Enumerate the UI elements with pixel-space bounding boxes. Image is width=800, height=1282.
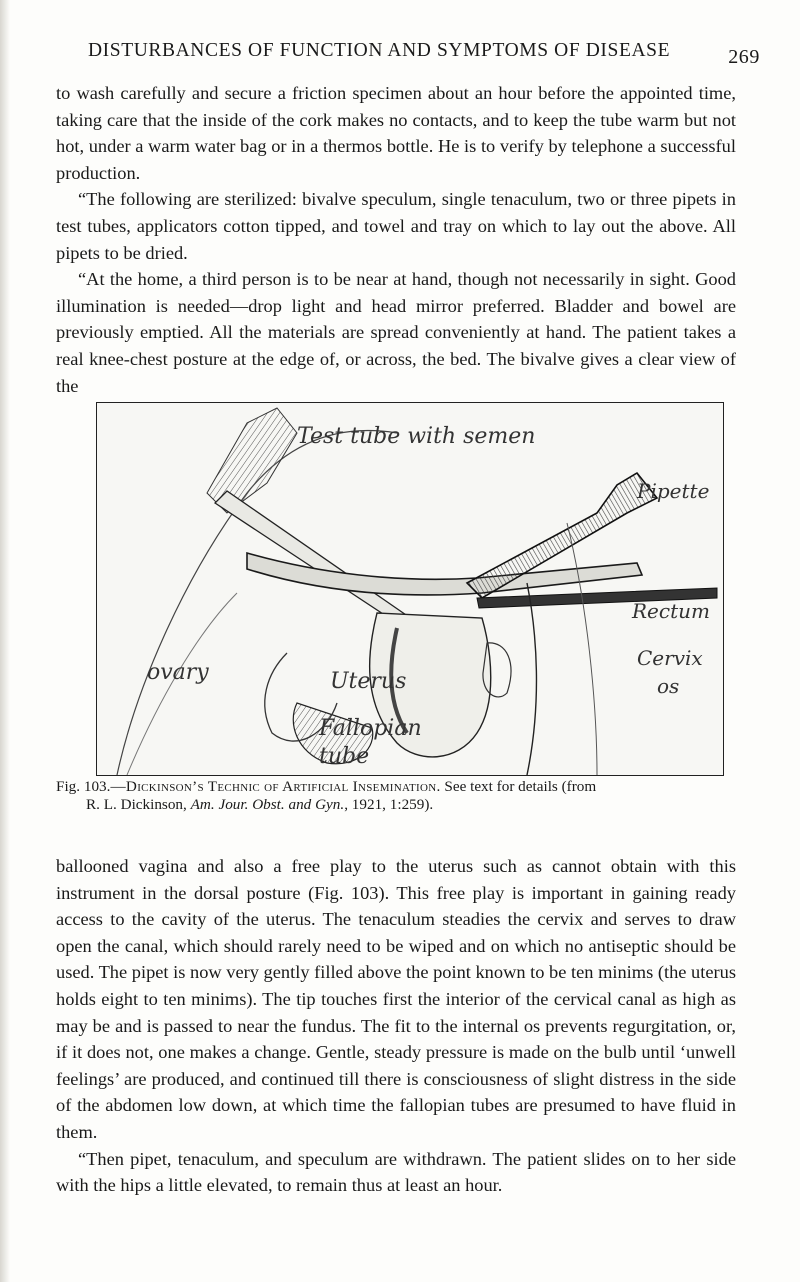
- label-fallopian: Fallopian: [319, 716, 422, 741]
- right-body-edge: [567, 523, 597, 775]
- label-test-tube: Test tube with semen: [297, 424, 536, 449]
- caption-journal: Am. Jour. Obst. and Gyn.: [190, 796, 345, 813]
- figure-caption: [56, 778, 746, 814]
- running-head-title: DISTURBANCES OF FUNCTION AND SYMPTOMS OF DISEASE: [88, 40, 671, 61]
- rectum-shape: [527, 583, 536, 775]
- paragraph: “Then pipet, tenaculum, and speculum are withdrawn. The patient slides on to her side with the hips a little elevated, to remain thus at least an hour.: [56, 1148, 736, 1196]
- page-edge-shadow: [0, 0, 10, 1282]
- label-rectum: Rectum: [632, 599, 710, 623]
- label-uterus: Uterus: [330, 669, 407, 694]
- body-text-bottom: [56, 853, 736, 1199]
- caption-title: —Dickinson’s Technic of Artificial Insemination.: [110, 778, 441, 795]
- insemination-drawing: [97, 403, 723, 775]
- caption-rest: See text for details (from: [440, 778, 597, 795]
- paragraph: to wash carefully and secure a friction specimen about an hour before the appointed time, taking care that the inside of the cork makes no contacts, and to keep the tube warm but not hot, under a warm water bag or in a thermos bottle. He is to verify by telephone a successful production.: [56, 83, 736, 183]
- body-text-top: [56, 80, 736, 399]
- label-cervix: Cervix: [637, 646, 703, 670]
- label-ovary: ovary: [147, 660, 209, 685]
- paragraph: “At the home, a third person is to be near at hand, though not necessarily in sight. Good illumination is needed—drop light and head mirror preferred. Bladder and bowel are previously emptied. All the materials are spread conveniently at hand. The patient takes a real knee-chest posture at the edge of, or across, the bed. The bivalve gives a clear view of the: [56, 269, 736, 396]
- caption-author: R. L. Dickinson,: [86, 796, 191, 813]
- caption-citation: , 1921, 1:259).: [344, 796, 434, 813]
- label-pipette: Pipette: [637, 479, 710, 503]
- label-os: os: [657, 674, 680, 698]
- caption-line-2: [56, 796, 746, 814]
- paragraph: “The following are sterilized: bivalve speculum, single tenaculum, two or three pipets in test tubes, applicators cotton tipped, and towel and tray on which to lay out the above. All pipets to be dried.: [56, 189, 736, 263]
- label-tube: tube: [319, 744, 370, 769]
- caption-lead: Fig. 103.: [56, 778, 111, 795]
- figure-illustration: [96, 402, 724, 776]
- page-number: 269: [728, 46, 760, 68]
- paragraph: ballooned vagina and also a free play to the uterus such as cannot obtain with this instrument in the dorsal posture (Fig. 103). This free play is important in gaining ready access to the cavity of the uterus. The tenaculum steadies the cervix and serves to draw open the canal, which should rarely need to be wiped and on which no antiseptic should be used. The pipet is now very gently filled above the point known to be ten minims (the uterus holds eight to ten minims). The tip touches first the interior of the cervical canal as high as may be and is passed to near the fundus. The fit to the internal os prevents regurgitation, or, if it does not, one makes a change. Gentle, steady pressure is made on the bulb until ‘unwell feelings’ are produced, and continued till there is consciousness of slight distress in the side of the abdomen low down, at which time the fallopian tubes are presumed to have fluid in them.: [56, 856, 736, 1142]
